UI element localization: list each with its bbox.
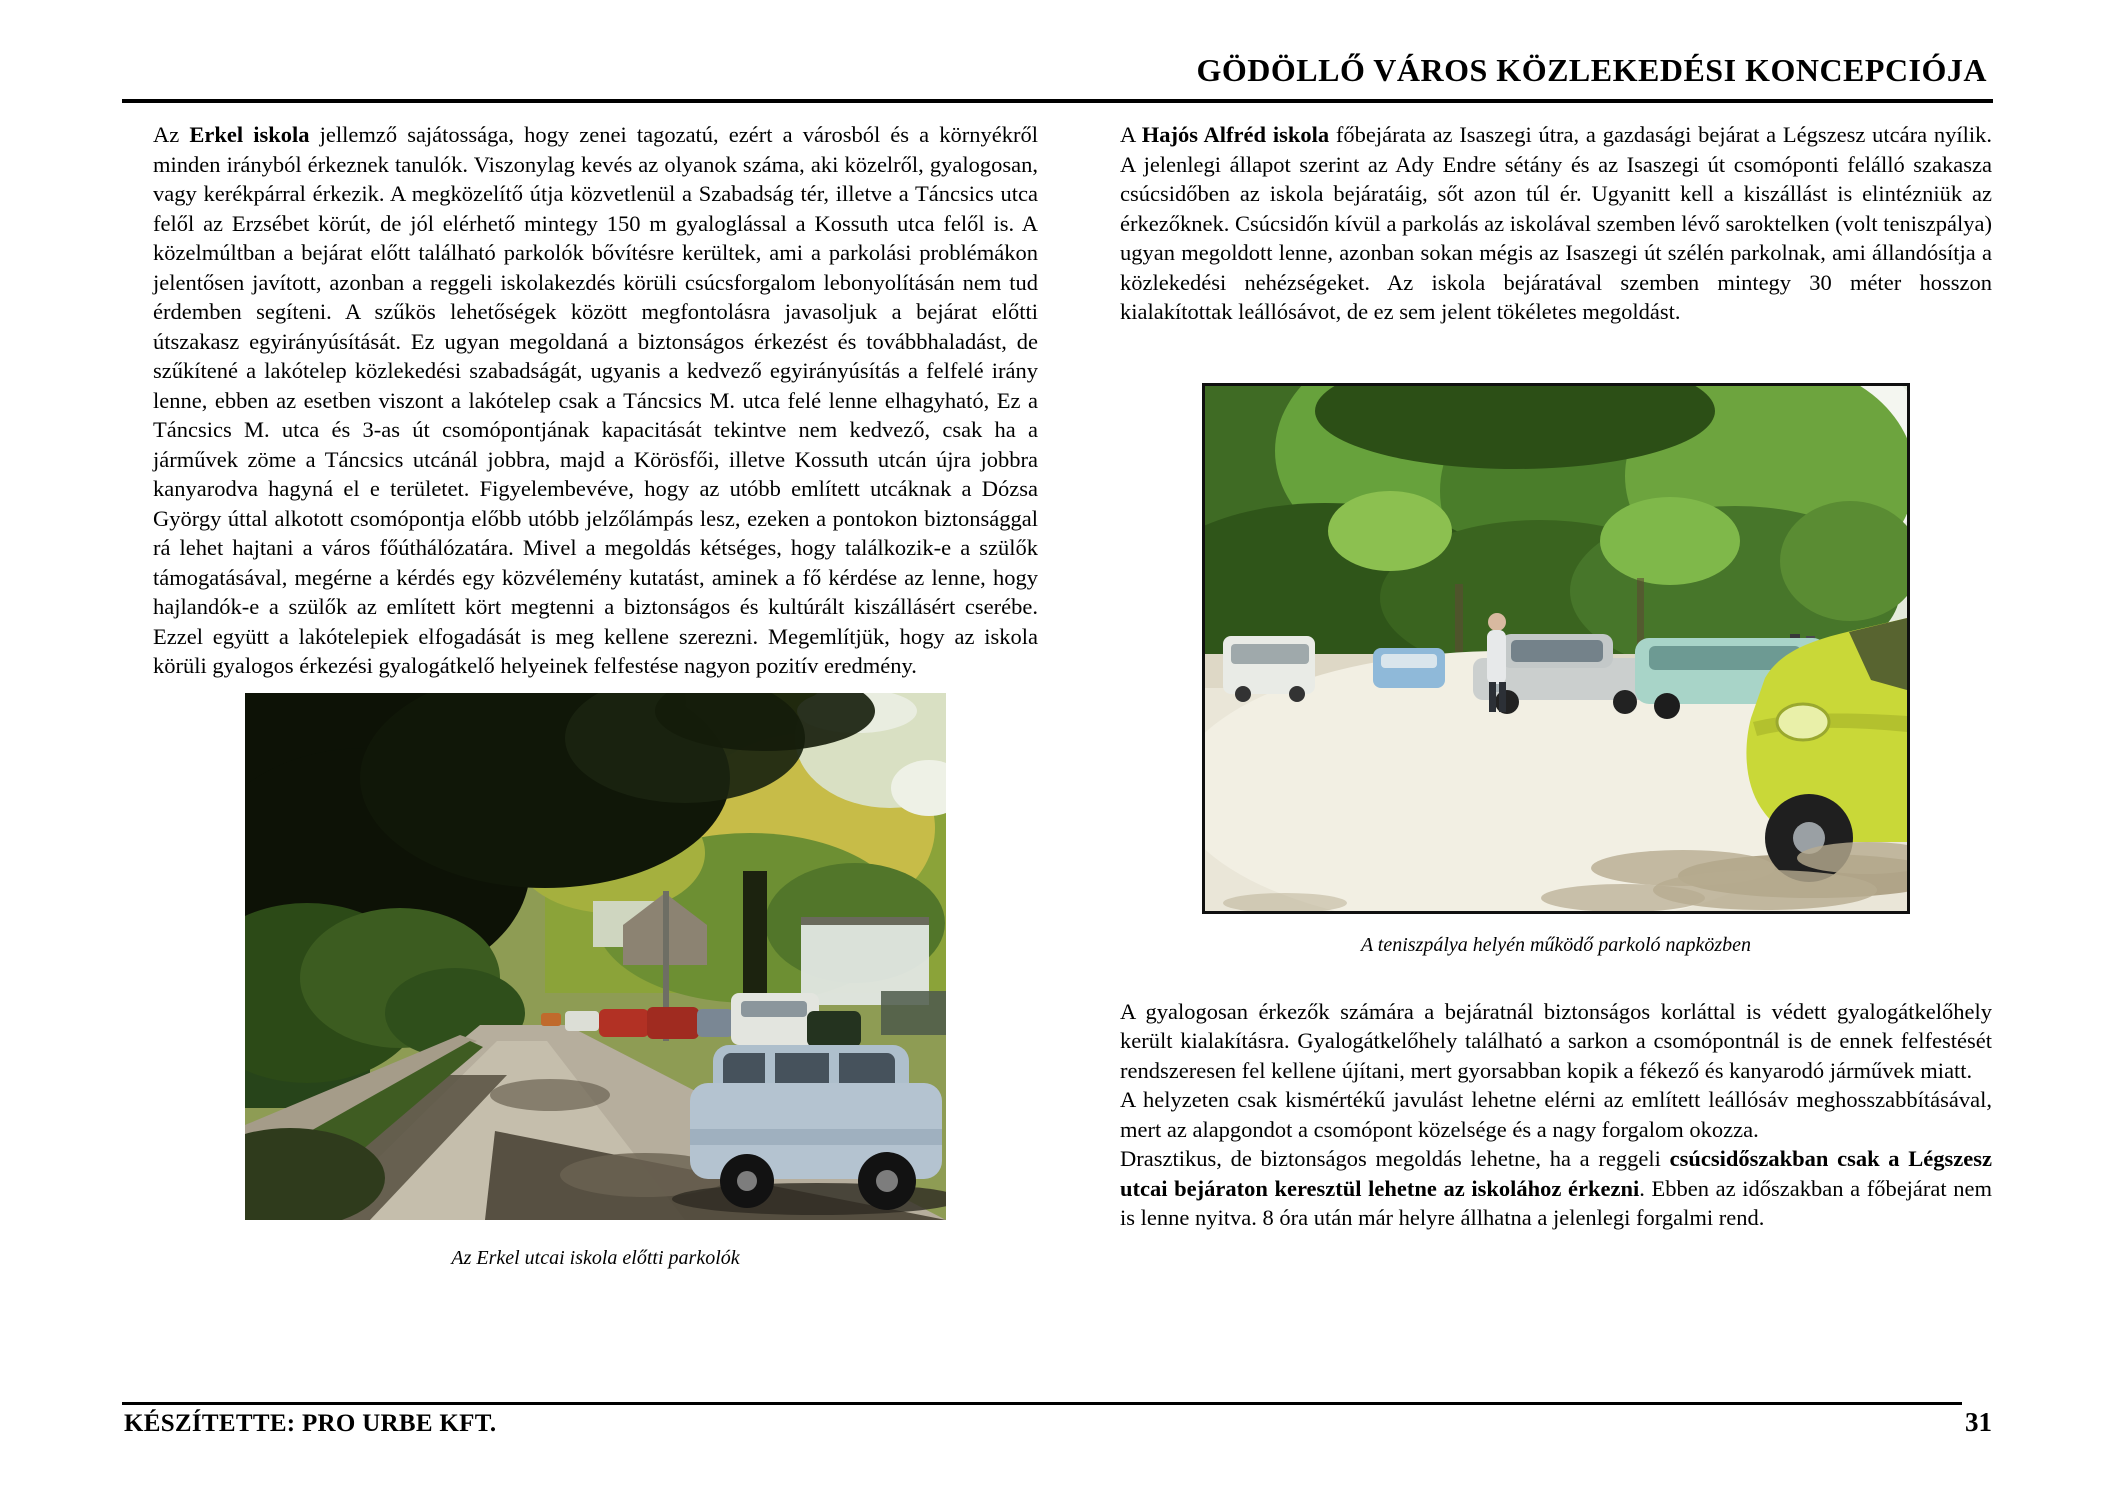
page-title: GÖDÖLLŐ VÁROS KÖZLEKEDÉSI KONCEPCIÓJA	[1196, 52, 1987, 88]
hajos-paragraph-bold: Hajós Alfréd iskola	[1141, 122, 1330, 147]
fence	[881, 991, 946, 1035]
parking-lot-photo	[1202, 383, 1910, 914]
layby-paragraph: A helyzeten csak kismértékű javulást lehetne elérni az említett leállósáv meghosszabbításával, mert az alapgondot a csomópont közelsége és a nagy forgalom okozza.	[1120, 1087, 1992, 1142]
hajos-paragraph-lead: A	[1120, 122, 1142, 147]
erkel-street-photo-art	[245, 693, 946, 1220]
hajos-text-block	[1120, 997, 1992, 1233]
left-column	[153, 120, 1038, 1270]
hajos-paragraph	[1120, 120, 1992, 327]
erkel-photo-caption: Az Erkel utcai iskola előtti parkolók	[451, 1246, 740, 1269]
footer-rule	[122, 1402, 1962, 1405]
silver-suv	[672, 1045, 946, 1215]
pedestrian-paragraph: A gyalogosan érkezők számára a bejáratnál biztonságos korláttal is védett gyalogátkelőhely került kialakításra. Gyalogátkelőhely található a sarkon a csomópontnál is de ennek felfestését rendszeresen fel kellene újítani, mert gyorsabban kopik a fékező és kanyarodó járművek miatt.	[1120, 998, 1992, 1083]
erkel-paragraph-lead: Az	[153, 122, 190, 147]
drastic-paragraph-bold: csúcsidőszakban csak a Légszesz utcai bejáraton keresztül lehetne az iskolához érkezni	[1120, 1146, 1992, 1201]
footer-credit: KÉSZÍTETTE: PRO URBE KFT.	[124, 1410, 497, 1437]
page-number: 31	[1965, 1407, 1992, 1437]
drastic-paragraph	[1120, 1144, 1992, 1233]
erkel-street-photo	[245, 693, 946, 1220]
erkel-paragraph	[153, 120, 1038, 681]
drastic-paragraph-pre: Drasztikus, de biztonságos megoldás lehetne, ha a reggeli	[1120, 1146, 1670, 1171]
right-column	[1120, 120, 1992, 1233]
hajos-paragraph-rest: főbejárata az Isaszegi útra, a gazdasági bejárat a Légszesz utcára nyílik. A jelenlegi állapot szerint az Ady Endre sétány és az Isaszegi út csomóponti felálló szakasza csúcsidőben az iskola bejáratáig, sőt azon túl ér. Ugyanitt kell a kiszállást is elintézniük az érkezőknek. Csúcsidőn kívül a parkolás az iskolával szemben lévő saroktelken (volt teniszpálya) ugyan megoldott lenne, azonban sokan mégis az Isaszegi út szélén parkolnak, ami állandósítja a közlekedési nehézségeket. Az iskola bejáratával szemben mintegy 30 méter hosszon kialakítottak leállósávot, de ez sem jelent tökéletes megoldást.	[1120, 122, 1992, 324]
parking-lot-photo-art	[1205, 386, 1907, 911]
drastic-paragraph-post: . Ebben az időszakban a főbejárat nem is lenne nyitva. 8 óra után már helyre állhatna a jelenlegi forgalmi rend.	[1120, 1175, 1993, 1230]
header-rule	[122, 99, 1993, 103]
parking-photo-caption: A teniszpálya helyén működő parkoló napközben	[1360, 933, 1752, 956]
erkel-paragraph-bold: Erkel iskola	[189, 122, 310, 147]
erkel-paragraph-rest: jellemző sajátossága, hogy zenei tagozatú, ezért a városból és a környékről minden irányból érkeznek tanulók. Viszonylag kevés az olyanok száma, aki közelről, gyalogosan, vagy kerékpárral érkezik. A megközelítő útja közvetlenül a Szabadság tér, illetve a Táncsics utca felől az Erzsébet körút, de jól elérhető mintegy 150 m gyaloglással a Kossuth utca felől is. A közelmúltban a bejárat előtt található parkolók bővítésre kerültek, ami a parkolási problémákon jelentősen javított, azonban a reggeli iskolakezdés körüli csúcsforgalom lebonyolításán nem tud érdemben segíteni. A szűkös lehetőségek között megfontolásra javasoljuk a bejárat előtti útszakasz egyirányúsítását. Ez ugyan megoldaná a biztonságos érkezést és továbbhaladást, de szűkítené a lakótelep közlekedési szabadságát, ugyanis a kedvező egyirányúsítás a felfelé irány lenne, ebben az esetben viszont a lakótelep csak a Táncsics M. utca felé lenne elhagyható, Ez a Táncsics M. utca és 3-as út csomópontjának kapacitását tekintve nem kedvező, csak ha a járművek zöme a Táncsics utcánál jobbra, majd a Körösfői, illetve Kossuth utcán újra jobbra kanyarodva hagyná el e területet. Figyelembevéve, hogy az utóbb említett utcáknak a Dózsa György úttal alkotott csomópontja előbb utóbb jelzőlámpás lesz, ezeken a pontokon biztonsággal rá lehet hajtani a város főúthálózatára. Mivel a megoldás kétséges, hogy találkozik-e a szülők támogatásával, megérne a kérdés egy közvélemény kutatást, aminek a fő kérdése az lenne, hogy hajlandók-e a szülők az említett kört megtenni a biztonságos és kultúrált kiszállásért cserébe. Ezzel együtt a lakótelepiek elfogadását is meg kellene szerezni. Megemlítjük, hogy az iskola körüli gyalogos érkezési gyalogátkelő helyeinek felfestése nagyon pozitív eredmény.	[153, 122, 1038, 678]
